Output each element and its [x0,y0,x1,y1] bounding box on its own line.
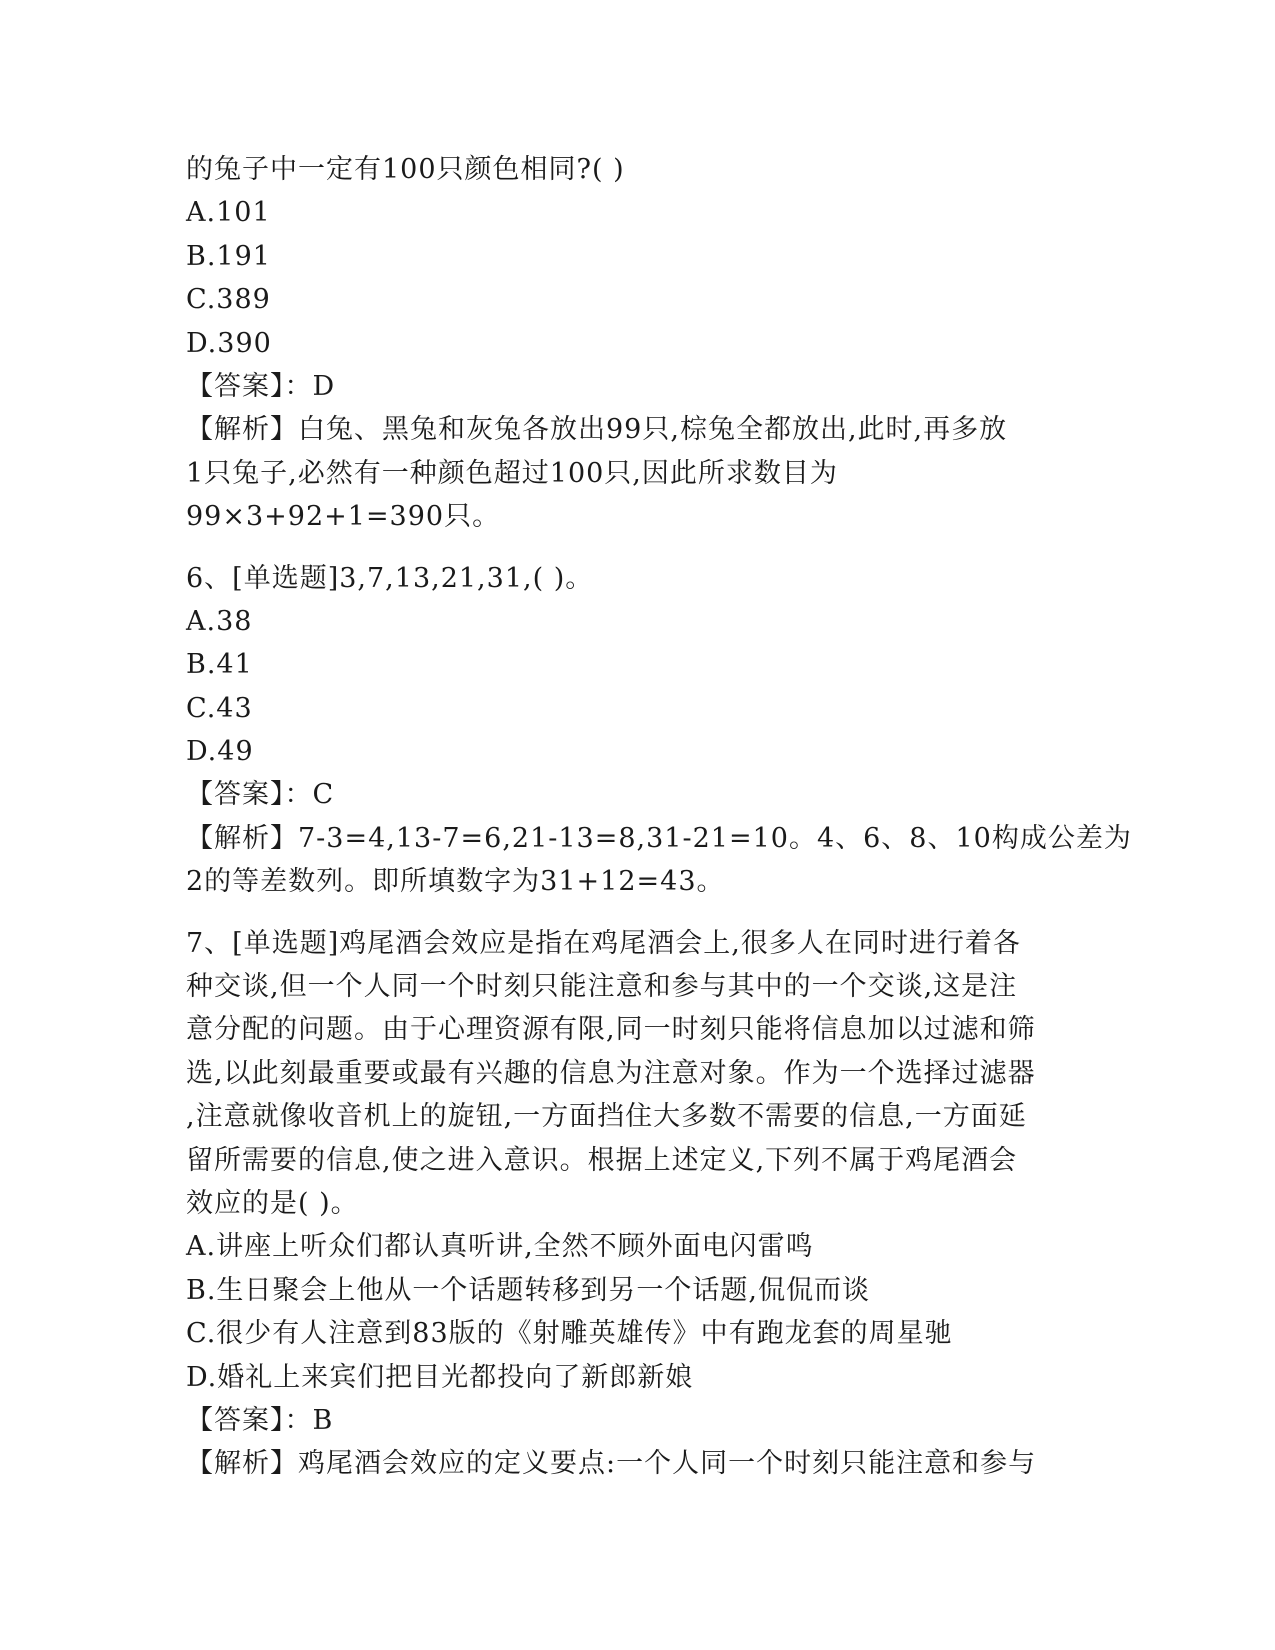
question-7-option-b: B.生日聚会上他从一个话题转移到另一个话题,侃侃而谈 [186,1274,871,1306]
question-6 [186,557,1132,904]
question-5-analysis-line: 99×3+92+1=390只。 [186,501,501,533]
question-5-option-b: B.191 [186,240,271,272]
question-gap [186,539,1086,557]
question-7-stem-line: 种交谈,但一个人同一个时刻只能注意和参与其中的一个交谈,这是注 [186,971,1018,1003]
question-7 [186,922,1086,1486]
question-5 [186,148,1086,539]
question-5-option-a: A.101 [186,197,271,229]
question-5-analysis-line: 【解析】白兔、黑兔和灰兔各放出99只,棕兔全都放出,此时,再多放 [186,414,1008,446]
question-7-stem-line: 7、[单选题]鸡尾酒会效应是指在鸡尾酒会上,很多人在同时进行着各 [186,927,1021,959]
question-7-option-a: A.讲座上听众们都认真听讲,全然不顾外面电闪雷鸣 [186,1231,814,1263]
question-7-option-c: C.很少有人注意到83版的《射雕英雄传》中有跑龙套的周星驰 [186,1318,953,1350]
question-7-analysis-line: 【解析】鸡尾酒会效应的定义要点:一个人同一个时刻只能注意和参与 [186,1448,1037,1480]
question-5-answer: 【答案】：D [186,370,336,402]
question-5-analysis-line: 1只兔子,必然有一种颜色超过100只,因此所求数目为 [186,457,838,489]
question-7-stem-line: ,注意就像收音机上的旋钮,一方面挡住大多数不需要的信息,一方面延 [186,1101,1027,1133]
question-6-analysis-line: 【解析】7-3=4,13-7=6,21-13=8,31-21=10。4、6、8、10构成公差为 [186,822,1132,854]
question-7-option-d: D.婚礼上来宾们把目光都投向了新郎新娘 [186,1361,694,1393]
question-5-option-c: C.389 [186,284,271,316]
question-7-stem-line: 意分配的问题。由于心理资源有限,同一时刻只能将信息加以过滤和筛 [186,1014,1036,1046]
question-7-stem-line: 效应的是( )。 [186,1187,359,1219]
question-6-option-b: B.41 [186,649,253,681]
question-7-stem-line: 选,以此刻最重要或最有兴趣的信息为注意对象。作为一个选择过滤器 [186,1057,1036,1089]
document-content [186,148,1132,1486]
question-6-option-a: A.38 [186,605,253,637]
question-6-analysis-line: 2的等差数列。即所填数字为31+12=43。 [186,866,725,898]
question-6-option-c: C.43 [186,692,253,724]
question-5-option-d: D.390 [186,327,272,359]
question-5-stem-line: 的兔子中一定有100只颜色相同?( ) [186,154,625,185]
question-6-stem-line: 6、[单选题]3,7,13,21,31,( )。 [186,562,594,594]
question-7-answer: 【答案】：B [186,1404,334,1436]
question-6-option-d: D.49 [186,736,254,768]
question-gap [186,904,1086,922]
question-7-stem-line: 留所需要的信息,使之进入意识。根据上述定义,下列不属于鸡尾酒会 [186,1144,1018,1176]
question-6-answer: 【答案】：C [186,779,335,811]
